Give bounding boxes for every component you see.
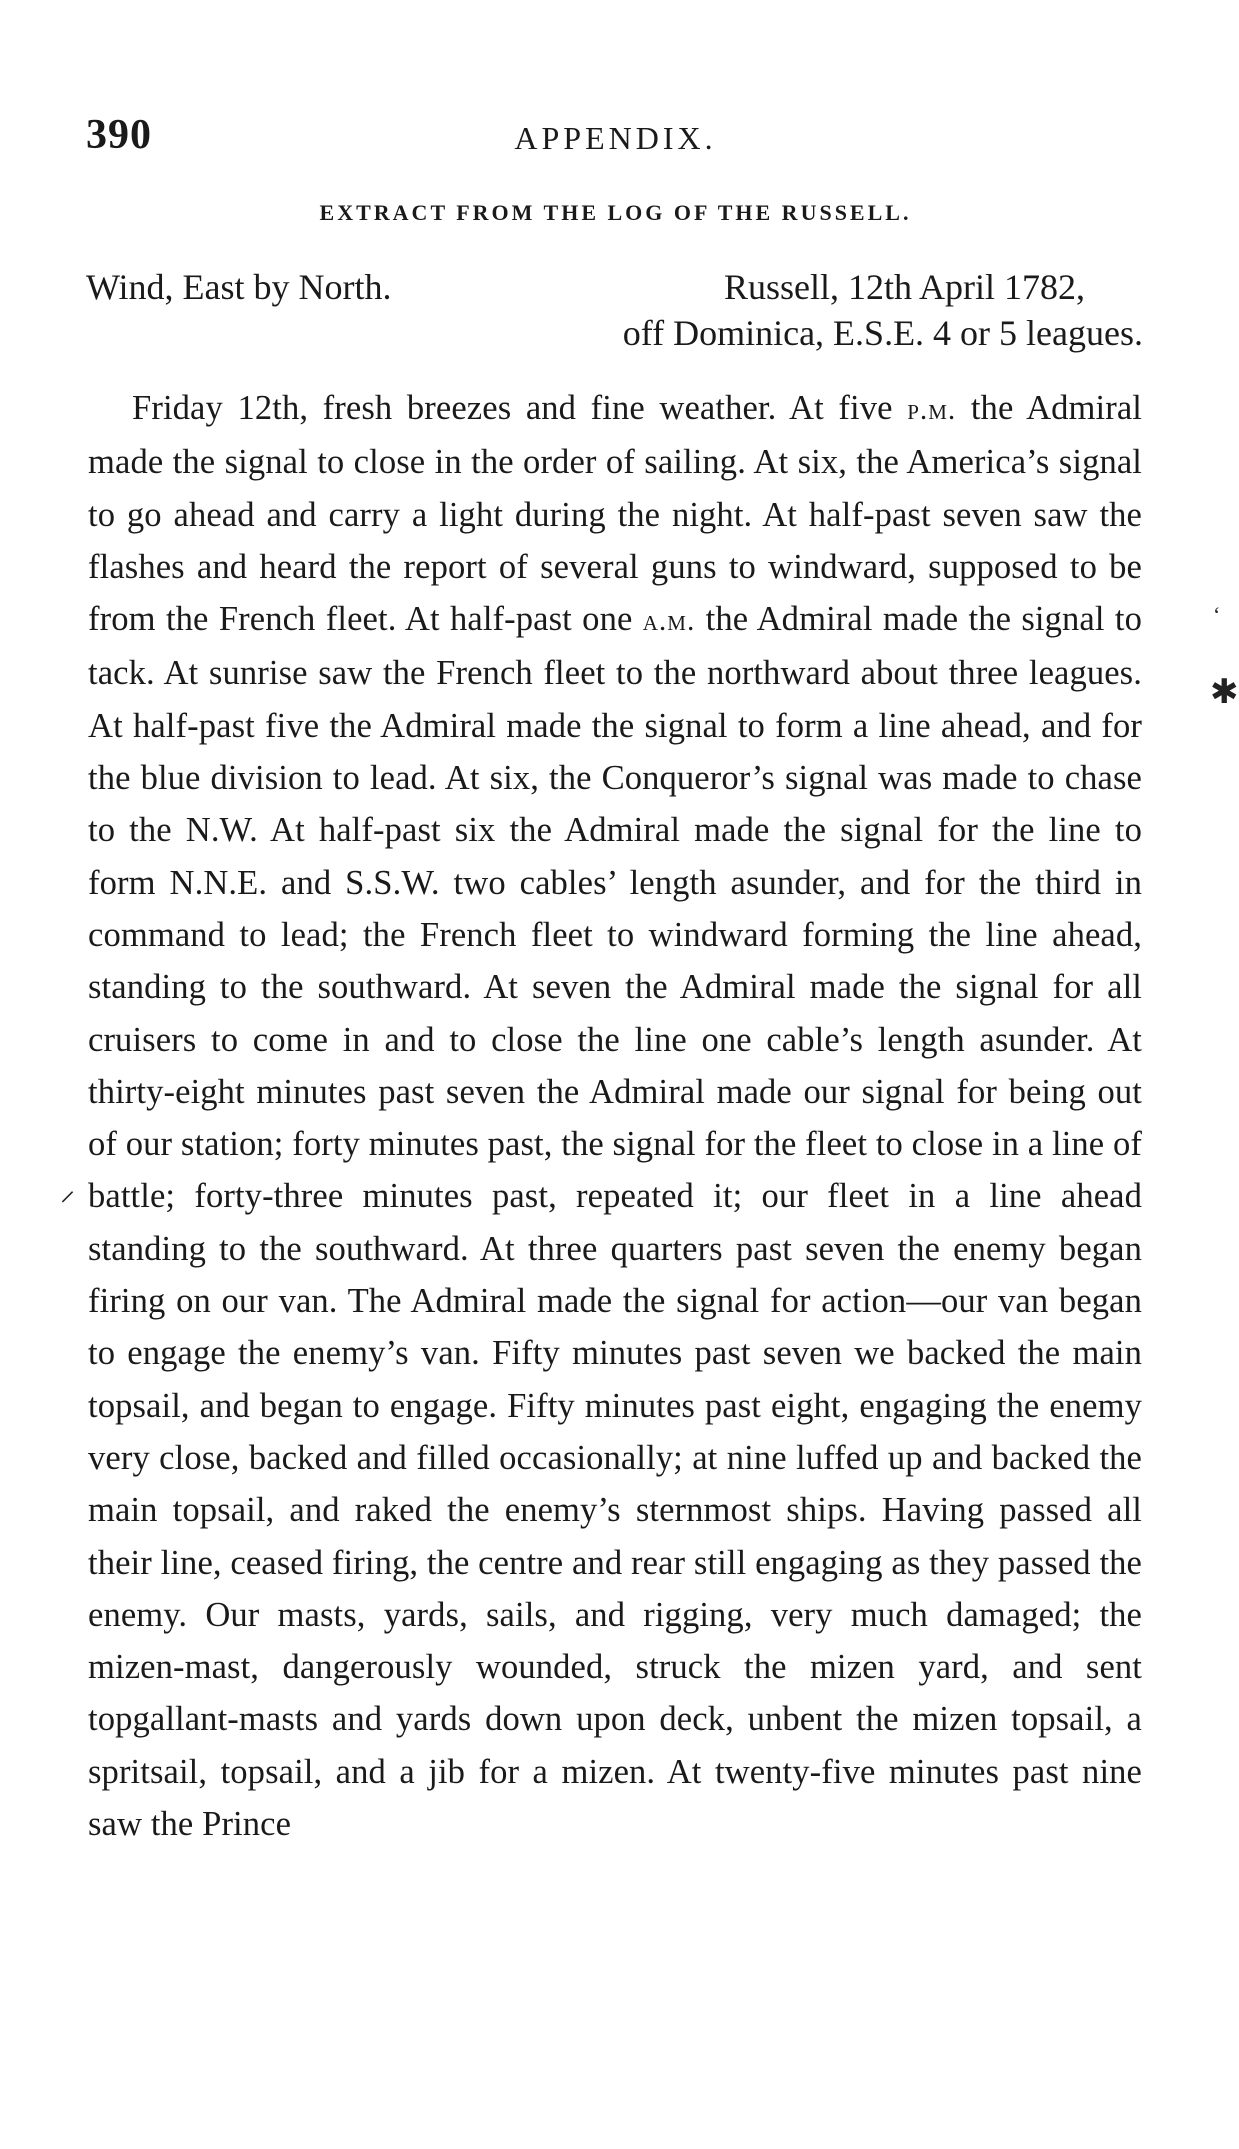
margin-ink-blot-mark: ✱ bbox=[1210, 674, 1239, 711]
body-part-a: the Admiral made the signal to close in the order of sailing. At six, the America’s signal to go ahead and carry a light during the night. At half-past seven saw the flashes and heard the report of several guns to windward, supposed to be from the French fleet. At half-past one bbox=[88, 389, 1143, 639]
am-abbrev: a.m. bbox=[642, 605, 696, 638]
log-location-block bbox=[623, 264, 1143, 356]
running-head: APPENDIX. bbox=[514, 120, 717, 156]
section-title: EXTRACT FROM THE LOG OF THE RUSSELL. bbox=[319, 200, 912, 225]
pm-abbrev: p.m. bbox=[907, 394, 957, 426]
body-intro: Friday 12th, fresh breezes and fine weather. At five bbox=[132, 389, 893, 427]
log-entry-paragraph bbox=[88, 382, 1142, 1850]
body-part-b: the Admiral made the signal to tack. At sunrise saw the French fleet to the northward about three leagues. At half-past five the Admiral made the signal to form a line ahead, and for the blue division to lead. At six, the Conqueror’s signal was made to chase to the N.W. At half-past six the Admiral made the signal for the line to form N.N.E. and S.S.W. two cables’ length asunder, and for the third in command to lead; the French fleet to windward forming the line ahead, standing to the southward. At seven the Admiral made the signal for all cruisers to come in and to close the line one cable’s length asunder. At thirty-eight minutes past seven the Admiral made our signal for being out of our station; forty minutes past, the signal for the fleet to close in a line of battle; forty-three minutes past, repeated it; our fleet in a line ahead standing to the southward. At three quarters past seven the enemy began firing on our van. The Admiral made the signal for action—our van began to engage the enemy’s van. Fifty minutes past seven we backed the main topsail, and began to engage. Fifty minutes past eight, engaging the enemy very close, backed and filled occasionally; at nine luffed up and backed the main topsail, and raked the enemy’s sternmost ships. Having passed all their line, ceased firing, the centre and rear still engaging as they passed the enemy. Our masts, yards, sails, and rigging, very much damaged; the mizen-mast, dangerously wounded, struck the mizen yard, and sent topgallant-masts and yards down upon deck, unbent the mizen topsail, a spritsail, topsail, and a jib for a mizen. At twenty-five minutes past nine saw the Prince bbox=[88, 600, 1142, 1844]
page-number: 390 bbox=[86, 112, 152, 158]
position-line: off Dominica, E.S.E. 4 or 5 leagues. bbox=[622, 313, 1143, 353]
margin-tick-mark: ⸝ bbox=[60, 1174, 75, 1207]
wind-line: Wind, East by North. bbox=[86, 267, 392, 307]
place-date-line: Russell, 12th April 1782, bbox=[723, 267, 1085, 307]
margin-speck-mark: ‘ bbox=[1213, 602, 1221, 627]
